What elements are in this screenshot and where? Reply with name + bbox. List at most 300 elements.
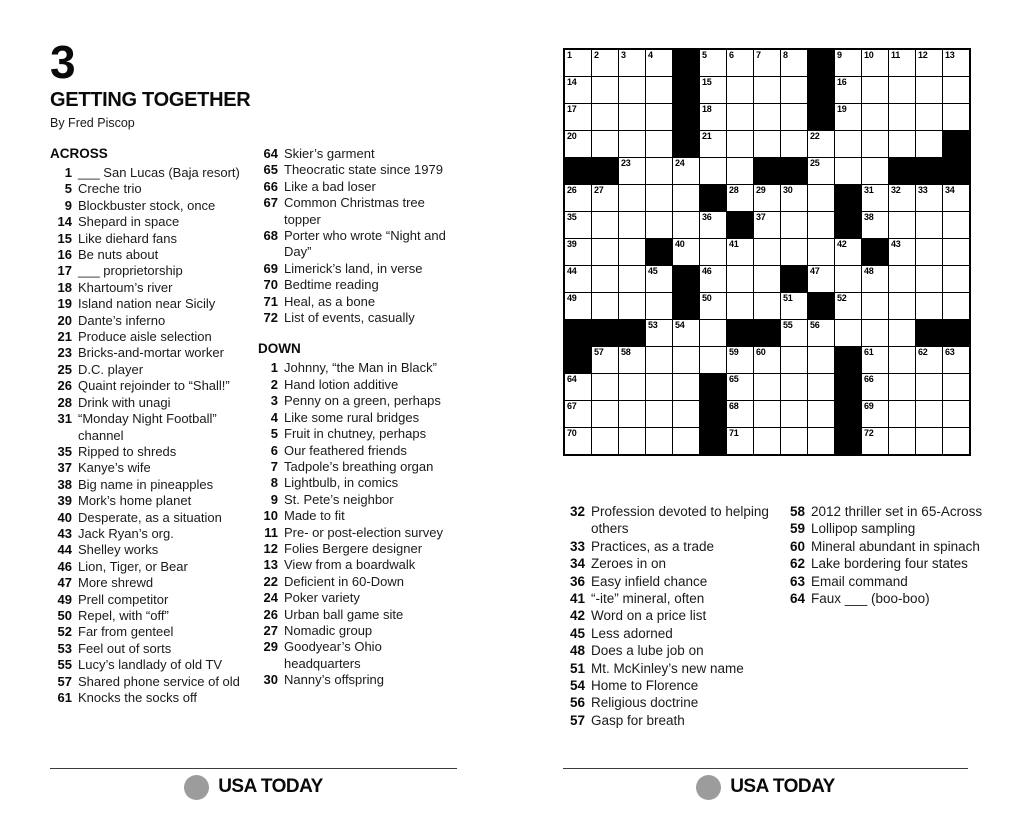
clue-text: Island nation near Sicily: [78, 296, 216, 312]
grid-cell: [673, 428, 699, 454]
cell-number: 66: [864, 374, 874, 384]
clue-text: Deficient in 60-Down: [284, 573, 404, 589]
clue-number: 25: [57, 361, 72, 377]
cell-number: 22: [810, 131, 820, 141]
clue-across-9: [50, 198, 248, 214]
grid-cell: [565, 266, 591, 292]
grid-cell-black: [889, 158, 915, 184]
grid-cell: [916, 77, 942, 103]
clue-number: 72: [263, 310, 278, 326]
clue-text: Prell competitor: [78, 591, 169, 607]
grid-cell-black: [943, 320, 969, 346]
puzzle-header: [50, 36, 251, 130]
grid-cell: [916, 347, 942, 373]
grid-cell: [808, 347, 834, 373]
clue-number: 1: [270, 360, 278, 376]
grid-cell: [727, 428, 753, 454]
clue-down-5: [258, 426, 460, 442]
cell-number: 72: [864, 428, 874, 438]
clue-text: Lightbulb, in comics: [284, 475, 399, 491]
grid-cell: [727, 401, 753, 427]
grid-cell: [889, 266, 915, 292]
cell-number: 53: [648, 320, 658, 330]
clue-text: Theocratic state since 1979: [284, 162, 443, 178]
grid-cell: [916, 293, 942, 319]
clue-across-44: [50, 542, 248, 558]
grid-cell: [889, 131, 915, 157]
grid-cell: [781, 401, 807, 427]
clue-text: ___ San Lucas (Baja resort): [78, 165, 240, 180]
clue-text: Blockbuster stock, once: [78, 197, 216, 213]
cell-number: 59: [729, 347, 739, 357]
clue-text: Kanye’s wife: [78, 460, 151, 476]
grid-cell: [700, 293, 726, 319]
clue-number: 52: [57, 624, 72, 640]
clue-number: 26: [57, 378, 72, 394]
grid-cell: [646, 185, 672, 211]
clue-across-18: [50, 280, 248, 296]
cell-number: 57: [594, 347, 604, 357]
grid-cell-black: [808, 77, 834, 103]
grid-cell: [700, 347, 726, 373]
grid-cell: [889, 374, 915, 400]
clue-down-60: [783, 538, 1015, 555]
grid-cell: [565, 374, 591, 400]
clue-down-24: [258, 590, 460, 606]
grid-cell: [781, 239, 807, 265]
grid-cell: [727, 131, 753, 157]
grid-cell: [565, 428, 591, 454]
grid-cell: [781, 50, 807, 76]
clue-text: Does a lube job on: [591, 643, 704, 659]
grid-cell: [592, 374, 618, 400]
grid-cell: [889, 185, 915, 211]
grid-cell: [592, 104, 618, 130]
clue-across-35: [50, 444, 248, 460]
puzzle-number: 3: [50, 36, 75, 88]
clue-down-32: [563, 503, 781, 538]
clue-down-4: [258, 410, 460, 426]
cell-number: 48: [864, 266, 874, 276]
clue-number: 13: [263, 557, 278, 573]
grid-cell: [943, 428, 969, 454]
clue-down-9: [258, 492, 460, 508]
grid-cell: [700, 266, 726, 292]
clue-text: Johnny, “the Man in Black”: [284, 360, 437, 376]
clue-across-23: [50, 345, 248, 361]
cell-number: 20: [567, 131, 577, 141]
grid-cell-black: [592, 320, 618, 346]
cell-number: 40: [675, 239, 685, 249]
grid-cell: [646, 77, 672, 103]
clue-text: Nanny’s offspring: [284, 672, 384, 688]
clue-text: Drink with unagi: [78, 394, 171, 410]
clue-number: 63: [789, 573, 805, 589]
footer-divider-left: [50, 768, 457, 769]
clue-across-52: [50, 624, 248, 640]
grid-cell: [808, 428, 834, 454]
grid-cell: [727, 347, 753, 373]
grid-cell-black: [673, 293, 699, 319]
grid-cell: [592, 212, 618, 238]
grid-cell: [619, 374, 645, 400]
clue-text: Nomadic group: [284, 622, 373, 638]
clue-number: 40: [57, 509, 72, 525]
clue-down-22: [258, 574, 460, 590]
clue-number: 3: [270, 393, 278, 409]
grid-cell: [619, 185, 645, 211]
grid-cell-black: [916, 158, 942, 184]
clue-number: 11: [264, 524, 278, 540]
grid-cell-black: [835, 401, 861, 427]
clue-number: 37: [57, 460, 72, 476]
cell-number: 23: [621, 158, 631, 168]
clue-text: Faux ___ (boo-boo): [811, 591, 930, 607]
clue-across-37: [50, 460, 248, 476]
grid-cell: [781, 293, 807, 319]
clue-text: “-ite” mineral, often: [591, 591, 705, 607]
grid-cell: [862, 320, 888, 346]
clue-across-47: [50, 575, 248, 591]
cell-number: 10: [864, 50, 874, 60]
clue-number: 65: [263, 162, 278, 178]
cell-number: 34: [945, 185, 955, 195]
puzzle-title: GETTING TOGETHER: [50, 89, 251, 111]
clue-number: 62: [789, 556, 805, 572]
grid-cell-black: [916, 320, 942, 346]
grid-cell: [808, 212, 834, 238]
clue-across-16: [50, 247, 248, 263]
grid-cell: [592, 239, 618, 265]
cell-number: 24: [675, 158, 685, 168]
cell-number: 52: [837, 293, 847, 303]
clue-text: Easy infield chance: [591, 573, 708, 589]
down-header: DOWN: [258, 341, 301, 357]
grid-cell: [619, 158, 645, 184]
clue-text: D.C. player: [78, 361, 144, 377]
clue-text: Zeroes in on: [591, 556, 667, 572]
grid-cell: [835, 50, 861, 76]
cell-number: 60: [756, 347, 766, 357]
clue-text: Lollipop sampling: [811, 521, 916, 537]
clue-number: 33: [569, 538, 585, 554]
clue-across-31: [50, 411, 248, 444]
grid-cell: [862, 50, 888, 76]
grid-cell: [862, 104, 888, 130]
grid-cell: [862, 374, 888, 400]
grid-cell: [565, 293, 591, 319]
grid-cell-black: [835, 374, 861, 400]
grid-cell-black: [565, 158, 591, 184]
clue-down-12: [258, 541, 460, 557]
across-clues-part1: [50, 165, 248, 706]
grid-cell: [835, 293, 861, 319]
clue-down-36: [563, 573, 781, 590]
clue-down-42: [563, 607, 781, 624]
grid-cell: [808, 320, 834, 346]
grid-cell: [781, 320, 807, 346]
cell-number: 18: [702, 104, 712, 114]
grid-cell: [808, 401, 834, 427]
cell-number: 67: [567, 401, 577, 411]
grid-cell: [646, 347, 672, 373]
clue-number: 39: [57, 493, 72, 509]
grid-cell-black: [808, 50, 834, 76]
cell-number: 64: [567, 374, 577, 384]
grid-cell-black: [619, 320, 645, 346]
grid-cell: [889, 239, 915, 265]
clue-number: 21: [57, 329, 72, 345]
cell-number: 4: [648, 50, 653, 60]
clue-number: 54: [569, 678, 585, 694]
clue-number: 12: [263, 540, 278, 556]
clue-across-28: [50, 395, 248, 411]
grid-cell: [943, 212, 969, 238]
cell-number: 61: [864, 347, 874, 357]
clue-across-14: [50, 214, 248, 230]
clue-across-26: [50, 378, 248, 394]
clue-number: 38: [57, 476, 72, 492]
clue-number: 29: [263, 639, 278, 655]
grid-cell: [565, 401, 591, 427]
grid-cell-black: [565, 347, 591, 373]
cell-number: 45: [648, 266, 658, 276]
clue-down-6: [258, 443, 460, 459]
clue-number: 8: [270, 475, 278, 491]
down-clues-part3: [783, 503, 1015, 607]
grid-cell: [943, 50, 969, 76]
clue-text: Porter who wrote “Night and Day”: [284, 228, 446, 260]
grid-cell: [727, 239, 753, 265]
clue-across-67: [258, 195, 460, 228]
cell-number: 1: [567, 50, 572, 60]
grid-cell: [673, 185, 699, 211]
grid-cell: [727, 104, 753, 130]
grid-cell-black: [727, 212, 753, 238]
grid-cell: [889, 401, 915, 427]
grid-cell: [889, 428, 915, 454]
clue-number: 16: [57, 247, 72, 263]
clue-number: 49: [57, 591, 72, 607]
grid-cell: [592, 50, 618, 76]
clue-text: Gasp for breath: [591, 712, 685, 728]
clue-down-41: [563, 590, 781, 607]
grid-cell: [835, 320, 861, 346]
clue-across-21: [50, 329, 248, 345]
grid-cell: [565, 212, 591, 238]
clue-text: Urban ball game site: [284, 606, 404, 622]
grid-cell-black: [700, 185, 726, 211]
clue-text: Khartoum’s river: [78, 279, 173, 295]
grid-cell: [781, 131, 807, 157]
cell-number: 38: [864, 212, 874, 222]
grid-cell: [781, 374, 807, 400]
grid-cell: [727, 50, 753, 76]
grid-cell: [889, 77, 915, 103]
grid-cell: [808, 158, 834, 184]
clue-number: 9: [270, 491, 278, 507]
clue-number: 57: [57, 673, 72, 689]
grid-cell: [592, 131, 618, 157]
clue-column-1: [50, 146, 248, 706]
grid-cell: [943, 77, 969, 103]
grid-cell: [619, 104, 645, 130]
clue-text: Knocks the socks off: [78, 690, 197, 705]
clue-down-56: [563, 694, 781, 711]
clue-text: Penny on a green, perhaps: [284, 393, 441, 409]
clue-text: Desperate, as a situation: [78, 509, 222, 525]
clue-text: ___ proprietorship: [78, 263, 183, 279]
clue-number: 55: [57, 657, 72, 673]
grid-cell: [673, 158, 699, 184]
clue-across-1: [50, 165, 248, 181]
grid-cell: [862, 158, 888, 184]
clue-number: 67: [263, 195, 278, 211]
grid-cell-black: [781, 158, 807, 184]
clue-text: Mineral abundant in spinach: [811, 538, 980, 554]
clue-down-45: [563, 625, 781, 642]
clue-text: Tadpole’s breathing organ: [284, 458, 434, 474]
cell-number: 31: [864, 185, 874, 195]
grid-cell-black: [700, 428, 726, 454]
grid-cell: [781, 77, 807, 103]
clue-text: Common Christmas tree topper: [284, 195, 425, 227]
clue-text: “Monday Night Football” channel: [78, 411, 217, 443]
grid-cell: [754, 347, 780, 373]
cell-number: 42: [837, 239, 847, 249]
grid-cell-black: [835, 347, 861, 373]
clue-text: Lucy’s landlady of old TV: [78, 657, 223, 673]
clue-text: Heal, as a bone: [284, 293, 376, 309]
clue-down-34: [563, 555, 781, 572]
clue-number: 60: [789, 538, 805, 554]
across-clues-part2: [258, 146, 460, 326]
clue-across-69: [258, 261, 460, 277]
clue-down-26: [258, 607, 460, 623]
down-clues-part2: [563, 503, 781, 729]
clue-number: 34: [569, 556, 585, 572]
grid-cell: [754, 374, 780, 400]
clue-number: 20: [57, 312, 72, 328]
cell-number: 46: [702, 266, 712, 276]
grid-cell: [916, 239, 942, 265]
cell-number: 14: [567, 77, 577, 87]
cell-number: 55: [783, 320, 793, 330]
grid-cell: [700, 158, 726, 184]
grid-cell: [754, 428, 780, 454]
grid-cell-black: [943, 131, 969, 157]
clue-text: Lake bordering four states: [811, 556, 968, 572]
clue-column-2: [258, 146, 460, 689]
clue-across-64: [258, 146, 460, 162]
clue-text: Less adorned: [591, 625, 673, 641]
grid-cell: [619, 131, 645, 157]
clue-text: Home to Florence: [591, 678, 699, 694]
grid-cell: [943, 401, 969, 427]
grid-cell: [727, 374, 753, 400]
grid-cell: [835, 131, 861, 157]
grid-cell: [727, 77, 753, 103]
grid-cell: [700, 320, 726, 346]
clue-number: 69: [263, 260, 278, 276]
clue-text: Feel out of sorts: [78, 640, 172, 656]
clue-text: Far from genteel: [78, 624, 174, 640]
grid-cell: [565, 239, 591, 265]
clue-number: 44: [57, 542, 72, 558]
clue-text: 2012 thriller set in 65-Across: [811, 504, 983, 519]
cell-number: 47: [810, 266, 820, 276]
grid-cell: [916, 401, 942, 427]
usa-today-logo-text: USA TODAY: [730, 776, 835, 797]
cell-number: 3: [621, 50, 626, 60]
grid-cell: [754, 212, 780, 238]
clue-text: Made to fit: [284, 508, 345, 524]
clue-number: 57: [569, 712, 585, 728]
grid-cell: [565, 77, 591, 103]
clue-text: Mork’s home planet: [78, 493, 192, 509]
grid-cell: [916, 185, 942, 211]
clue-down-51: [563, 660, 781, 677]
grid-cell-black: [781, 266, 807, 292]
clue-text: Shared phone service of old: [78, 673, 240, 689]
grid-cell: [889, 104, 915, 130]
grid-cell: [646, 374, 672, 400]
clue-text: Like diehard fans: [78, 230, 178, 246]
grid-cell: [916, 212, 942, 238]
clue-text: Ripped to shreds: [78, 443, 177, 459]
clue-number: 32: [569, 504, 585, 519]
clue-text: Fruit in chutney, perhaps: [284, 426, 427, 442]
clue-across-5: [50, 181, 248, 197]
clue-text: Limerick’s land, in verse: [284, 260, 423, 276]
clue-across-68: [258, 228, 460, 261]
clue-down-64: [783, 590, 1015, 607]
clue-number: 28: [57, 394, 72, 410]
cell-number: 37: [756, 212, 766, 222]
clue-text: Goodyear’s Ohio headquarters: [284, 639, 382, 671]
grid-cell: [700, 104, 726, 130]
cell-number: 7: [756, 50, 761, 60]
grid-cell: [754, 104, 780, 130]
grid-cell: [619, 212, 645, 238]
clue-down-63: [783, 573, 1015, 590]
clue-text: Shepard in space: [78, 214, 180, 230]
grid-cell: [754, 77, 780, 103]
cell-number: 69: [864, 401, 874, 411]
grid-cell: [754, 131, 780, 157]
clue-number: 35: [57, 443, 72, 459]
clue-across-46: [50, 559, 248, 575]
clue-across-53: [50, 641, 248, 657]
grid-cell: [862, 131, 888, 157]
grid-cell: [781, 347, 807, 373]
usa-today-logo-right: [563, 773, 968, 801]
clue-across-65: [258, 162, 460, 178]
grid-cell: [835, 239, 861, 265]
grid-cell: [808, 131, 834, 157]
grid-cell: [646, 428, 672, 454]
clue-number: 61: [57, 690, 72, 705]
clue-number: 64: [263, 146, 278, 161]
down-clues-part1: [258, 360, 460, 688]
grid-cell: [754, 239, 780, 265]
grid-cell: [943, 185, 969, 211]
grid-cell: [754, 401, 780, 427]
usa-today-logo-left: [50, 773, 457, 801]
grid-cell: [727, 266, 753, 292]
grid-cell-black: [862, 239, 888, 265]
clue-down-13: [258, 557, 460, 573]
